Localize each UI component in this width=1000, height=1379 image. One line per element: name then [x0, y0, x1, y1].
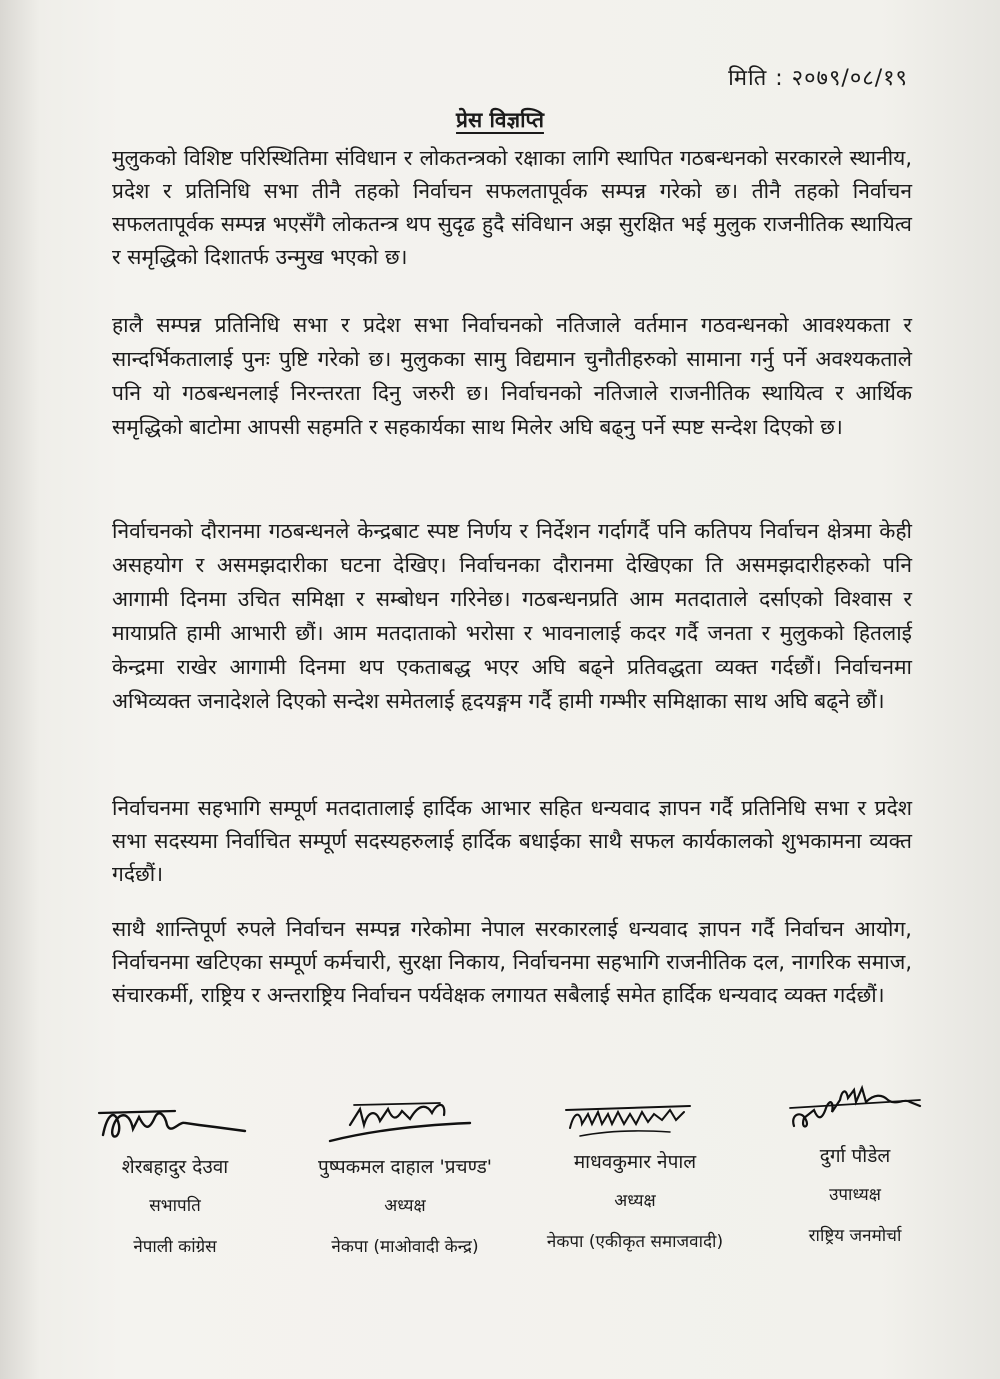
signatory-party: नेकपा (एकीकृत समाजवादी)	[546, 1232, 724, 1252]
paragraph-4: निर्वाचनमा सहभागि सम्पूर्ण मतदातालाई हार्दिक आभार सहित धन्यवाद ज्ञापन गर्दै प्रतिनिधि सभा र प्रदेश सभा सदस्यमा निर्वाचित सम्पूर्ण सदस्यहरुलाई हार्दिक बधाईका साथै सफल कार्यकालको शुभकामना व्यक्त गर्दछौं।	[112, 796, 912, 886]
paragraph-3: निर्वाचनको दौरानमा गठबन्धनले केन्द्रबाट स्पष्ट निर्णय र निर्देशन गर्दागर्दै पनि कतिपय निर्वाचन क्षेत्रमा केही असहयोग र असमझदारीका घटना देखिए। निर्वाचनका दौरानमा देखिएका ति असमझदारीहरुको पनि आगामी दिनमा उचित समिक्षा र सम्बोधन गरिनेछ। गठबन्धनप्रति आम मतदाताले दर्साएको विश्वास र मायाप्रति हामी आभारी छौं। आम मतदाताको भरोसा र भावनालाई कदर गर्दै जनता र मुलुकको हितलाई केन्द्रमा राखेर आगामी दिनमा थप एकताबद्ध भएर अघि बढ्ने प्रतिवद्धता व्यक्त गर्दछौं। निर्वाचनमा अभिव्यक्त जनादेशले दिएको सन्देश समेतलाई हृदयङ्गम गर्दै हामी गम्भीर समिक्षाका साथ अघि बढ्ने छौं।	[112, 519, 912, 713]
handwritten-signature-2	[320, 1095, 490, 1151]
handwritten-signature-1	[95, 1095, 255, 1151]
signatory-party: नेकपा (माओवादी केन्द्र)	[331, 1237, 479, 1257]
signature-block-3	[520, 1090, 750, 1252]
signatory-party: राष्ट्रिय जनमोर्चा	[808, 1226, 902, 1246]
date-line: मिति : २०७९/०८/१९	[728, 66, 908, 91]
signatory-party: नेपाली कांग्रेस	[133, 1237, 217, 1257]
signature-block-1	[60, 1095, 290, 1257]
signatory-role: अध्यक्ष	[384, 1196, 426, 1216]
signatory-name: शेरबहादुर देउवा	[121, 1156, 229, 1178]
document-title-text: प्रेस विज्ञप्ति	[456, 108, 544, 132]
handwritten-signature-4	[770, 1080, 940, 1140]
signatory-role: उपाध्यक्ष	[829, 1185, 881, 1205]
signatory-role: अध्यक्ष	[614, 1191, 656, 1211]
paragraph-2: हालै सम्पन्न प्रतिनिधि सभा र प्रदेश सभा निर्वाचनको नतिजाले वर्तमान गठवन्धनको आवश्यकता र सान्दर्भिकतालाई पुनः पुष्टि गरेको छ। मुलुकका सामु विद्यमान चुनौतीहरुको सामाना गर्नु पर्ने अवश्यकताले पनि यो गठबन्धनलाई निरन्तरता दिनु जरुरी छ। निर्वाचनको नतिजाले राजनीतिक स्थायित्व र आर्थिक समृद्धिको बाटोमा आपसी सहमति र सहकार्यका साथ मिलेर अघि बढ्नु पर्ने स्पष्ट सन्देश दिएको छ।	[112, 313, 912, 439]
signatory-name: दुर्गा पौडेल	[819, 1145, 891, 1167]
paragraph-5: साथै शान्तिपूर्ण रुपले निर्वाचन सम्पन्न गरेकोमा नेपाल सरकारलाई धन्यवाद ज्ञापन गर्दै निर्वाचन आयोग, निर्वाचनमा खटिएका सम्पूर्ण कर्मचारी, सुरक्षा निकाय, निर्वाचनमा सहभागि राजनीतिक दल, नागरिक समाज, संचारकर्मी, राष्ट्रिय र अन्तराष्ट्रिय निर्वाचन पर्यवेक्षक लगायत सबैलाई समेत हार्दिक धन्यवाद व्यक्त गर्दछौं।	[112, 917, 912, 1007]
signature-block-4	[740, 1080, 970, 1246]
signatory-role: सभापति	[149, 1196, 201, 1216]
signatory-name: पुष्पकमल दाहाल 'प्रचण्ड'	[317, 1156, 493, 1178]
signatory-name: माधवकुमार नेपाल	[573, 1151, 697, 1173]
signature-block-2	[290, 1095, 520, 1257]
document-title	[0, 106, 1000, 134]
handwritten-signature-3	[550, 1090, 720, 1146]
paragraph-1: मुलुकको विशिष्ट परिस्थितिमा संविधान र लोकतन्त्रको रक्षाका लागि स्थापित गठबन्धनको सरकारले स्थानीय, प्रदेश र प्रतिनिधि सभा तीनै तहको निर्वाचन सफलतापूर्वक सम्पन्न गरेको छ। तीनै तहको निर्वाचन सफलतापूर्वक सम्पन्न भएसँगै लोकतन्त्र थप सुदृढ हुदै संविधान अझ सुरक्षित भई मुलुक राजनीतिक स्थायित्व र समृद्धिको दिशातर्फ उन्मुख भएको छ।	[112, 146, 912, 269]
